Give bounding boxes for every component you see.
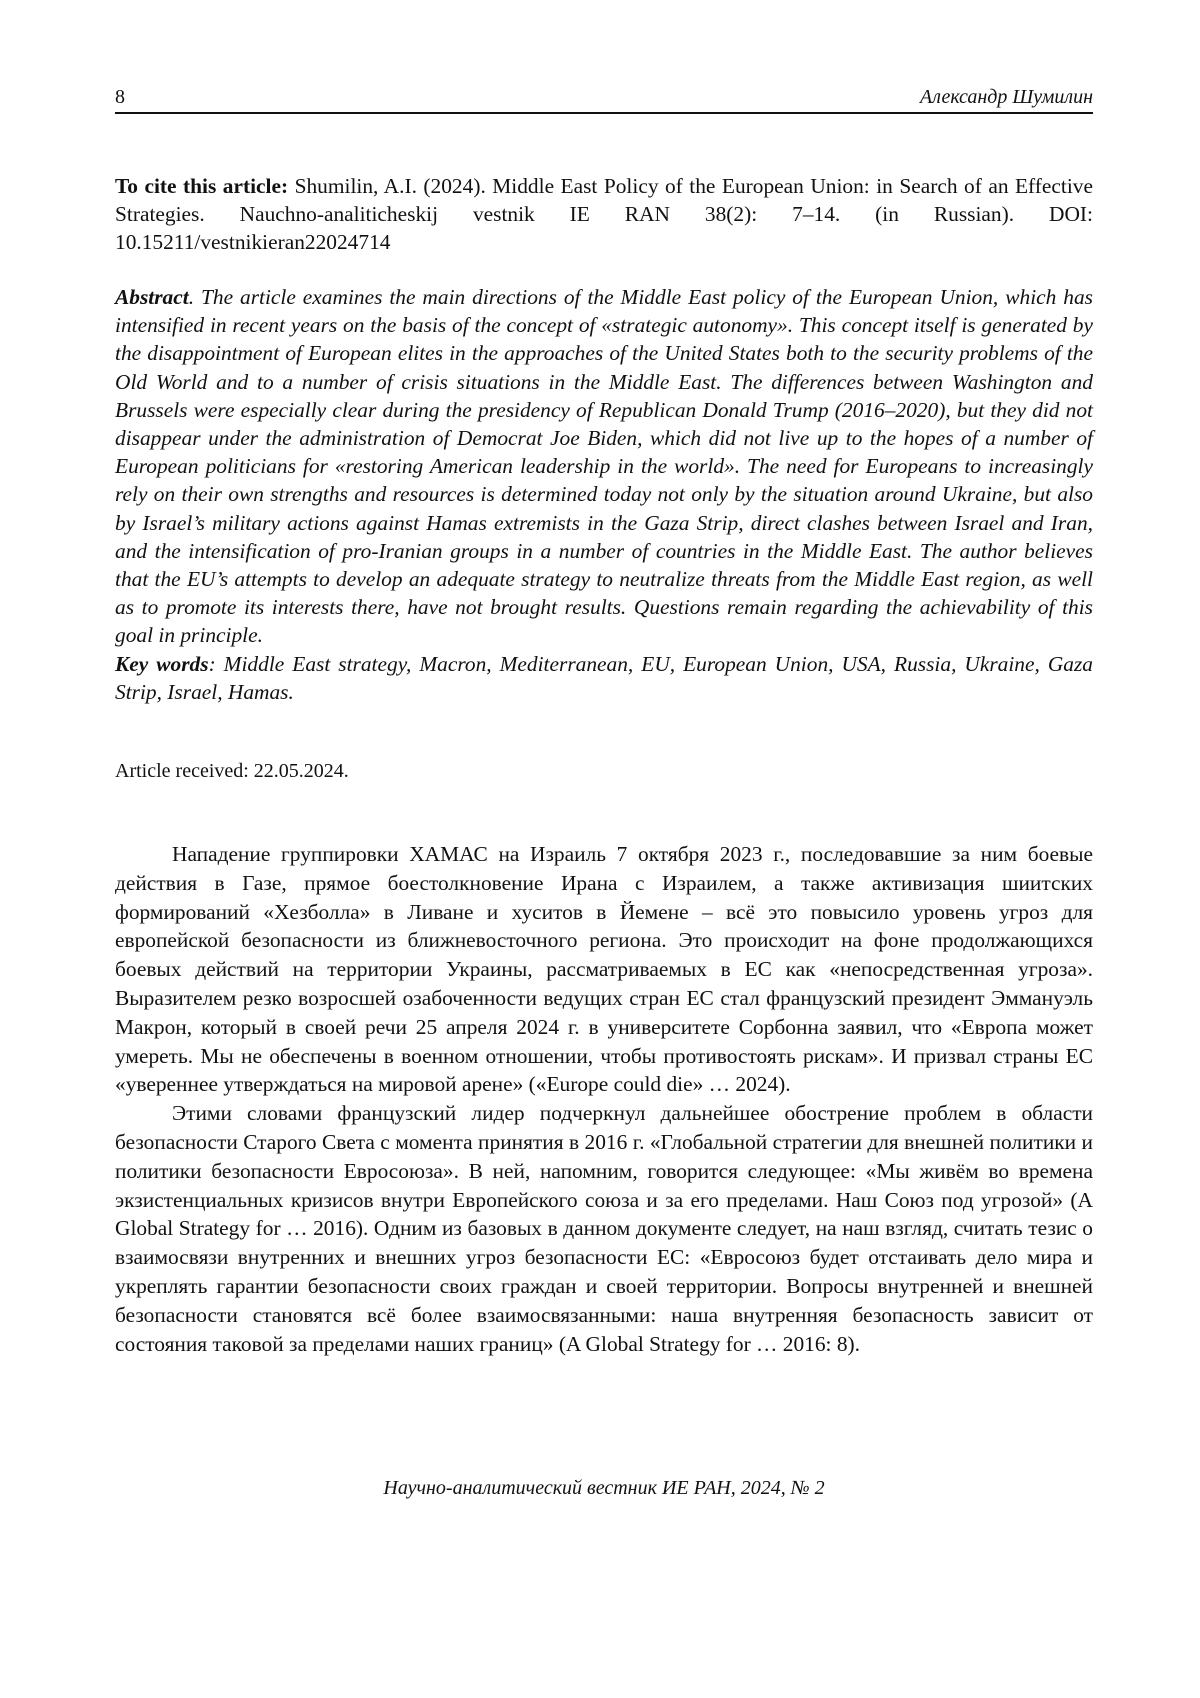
citation — [115, 172, 1093, 257]
keywords — [115, 650, 1093, 706]
page-number: 8 — [115, 86, 125, 108]
keywords-label: Key words — [115, 651, 209, 676]
article-body — [115, 840, 1093, 1358]
abstract — [115, 283, 1093, 706]
abstract-paragraph — [115, 283, 1093, 650]
keywords-text: : Middle East strategy, Macron, Mediterranean, EU, European Union, USA, Russia, Ukraine, Gaza Strip, Israel, Hamas. — [115, 651, 1093, 704]
journal-footer: Научно-аналитический вестник ИЕ РАН, 2024, № 2 — [383, 1477, 825, 1499]
abstract-text: . The article examines the main directions of the Middle East policy of the European Union, which has intensified in recent years on the basis of the concept of «strategic autonomy». This concept itself is generated by the disappointment of European elites in the approaches of the United States both to the security problems of the Old World and to a number of crisis situations in the Middle East. The differences between Washington and Brussels were especially clear during the presidency of Republican Donald Trump (2016–2020), but they did not disappear under the administration of Democrat Joe Biden, which did not live up to the hopes of a number of European politicians for «restoring American leadership in the world». The need for Europeans to increasingly rely on their own strengths and resources is determined today not only by the situation around Ukraine, but also by Israel’s military actions against Hamas extremists in the Gaza Strip, direct clashes between Israel and Iran, and the intensification of pro-Iranian groups in a number of countries in the Middle East. The author believes that the EU’s attempts to develop an adequate strategy to neutralize threats from the Middle East region, as well as to promote its interests there, have not brought results. Questions remain regarding the achievability of this goal in principle. — [115, 285, 1093, 648]
abstract-label: Abstract — [115, 285, 189, 309]
citation-text: Shumilin, A.I. (2024). Middle East Policy of the European Union: in Search of an Effective Strategies. Nauchno-analiticheskij vestnik IE RAN 38(2): 7–14. (in Russian). DOI: 10.15211/vestnikieran22024714 — [115, 174, 1093, 255]
citation-label: To cite this article: — [115, 174, 289, 198]
body-paragraph: Нападение группировки ХАМАС на Израиль 7 октября 2023 г., последовавшие за ним боевые действия в Газе, прямое боестолкновение Ирана с Израилем, а также активизация шиитских формирований «Хезболла» в Ливане и хуситов в Йемене – всё это повысило уровень угроз для европейской безопасности из ближневосточного региона. Это происходит на фоне продолжающихся боевых действий на территории Украины, рассматриваемых в ЕС как «непосредственная угроза». Выразителем резко возросшей озабоченности ведущих стран ЕС стал французский президент Эммануэль Макрон, который в своей речи 25 апреля 2024 г. в университете Сорбонна заявил, что «Европа может умереть. Мы не обеспечены в военном отношении, чтобы противостоять рискам». И призвал страны ЕС «увереннее утверждаться на мировой арене» («Europe could die» … 2024). — [115, 842, 1093, 1097]
body-paragraph: Этими словами французский лидер подчеркнул дальнейшее обострение проблем в области безопасности Старого Света с момента принятия в 2016 г. «Глобальной стратегии для внешней политики и политики безопасности Евросоюза». В ней, напомним, говорится следующее: «Мы живём во времена экзистенциальных кризисов внутри Европейского союза и за его пределами. Наш Союз под угрозой» (A Global Strategy for … 2016). Одним из базовых в данном документе следует, на наш взгляд, считать тезис о взаимосвязи внутренних и внешних угроз безопасности ЕС: «Евросоюз будет отстаивать дело мира и укреплять гарантии безопасности своих граждан и своей территории. Вопросы внутренней и внешней безопасности становятся всё более взаимосвязанными: наша внутренняя безопасность зависит от состояния таковой за пределами наших границ» (A Global Strategy for … 2016: 8). — [115, 1101, 1093, 1356]
article-received: Article received: 22.05.2024. — [115, 760, 349, 782]
running-head — [115, 84, 1093, 114]
running-head-author: Александр Шумилин — [920, 86, 1093, 108]
